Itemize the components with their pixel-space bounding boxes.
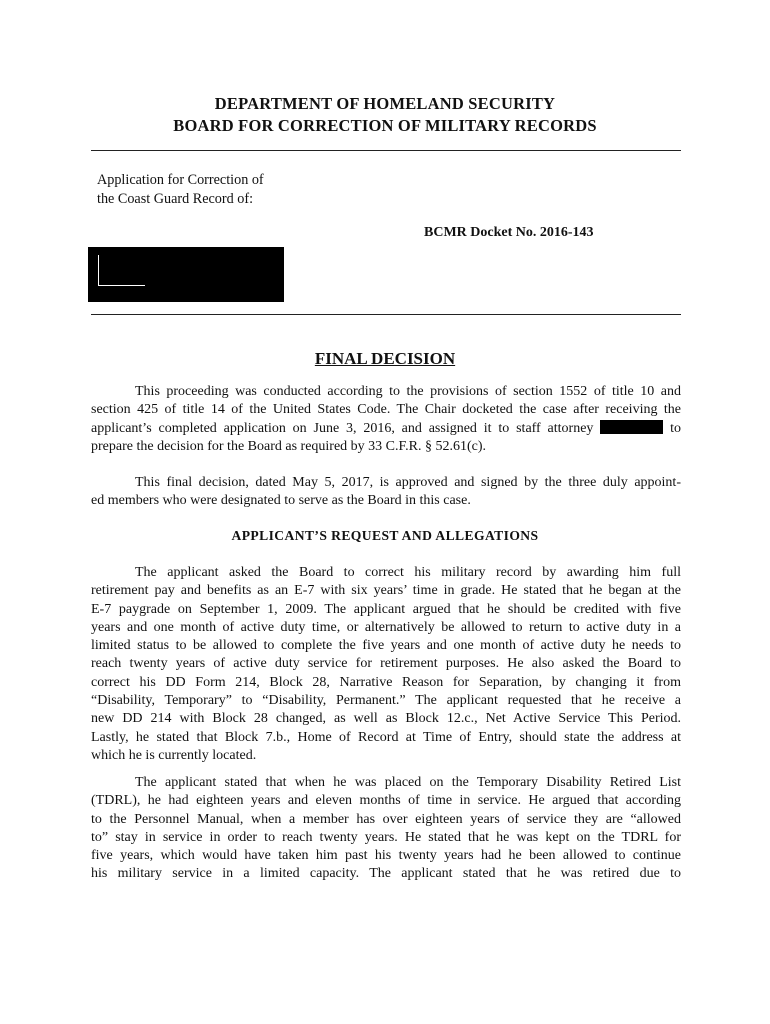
text-line: E-7 paygrade on September 1, 2009. The applicant argued that he should be credited with five [91,601,681,617]
text-line: This proceeding was conducted according to the provisions of section 1552 of title 10 and [135,384,681,399]
caption-line-1: Application for Correction of [97,172,264,188]
text-line [91,420,681,438]
header-divider [91,150,681,151]
caption-line-2: the Coast Guard Record of: [97,191,254,207]
text-line: Lastly, he stated that Block 7.b., Home of Record at Time of Entry, should state the address at [91,729,681,745]
paragraph-final-decision [91,474,681,511]
text-segment: applicant’s completed application on June 3, 2016, and assigned it to staff attorney [91,420,594,436]
case-caption [97,171,264,209]
redacted-applicant-name [88,247,284,302]
text-segment: to [670,420,682,436]
text-line: The applicant stated that when he was placed on the Temporary Disability Retired List [135,775,681,790]
text-line: years and one month of active duty time, or alternatively be allowed to return to active duty in a [91,619,681,635]
text-line: section 425 of title 14 of the United States Code. The Chair docketed the case after receiving the [91,402,681,418]
redaction-artifact [98,255,145,286]
text-line: reach twenty years of active duty service for retirement purposes. He also asked the Board to [91,656,681,672]
text-line: ed members who were designated to serve as the Board in this case. [91,493,471,509]
paragraph-tdrl [91,774,681,884]
text-line: correct his DD Form 214, Block 28, Narrative Reason for Separation, by changing it from [91,674,681,690]
board-header: BOARD FOR CORRECTION OF MILITARY RECORDS [173,116,597,135]
document-title: FINAL DECISION [314,349,456,368]
agency-header: DEPARTMENT OF HOMELAND SECURITY [214,94,556,113]
text-line: new DD 214 with Block 28 changed, as well as Block 12.c., Net Active Service This Period. [91,711,681,727]
text-line: This final decision, dated May 5, 2017, is approved and signed by the three duly appoint- [135,475,681,490]
text-line: his military service in a limited capacity. The applicant stated that he was retired due to [91,866,681,882]
caption-divider [91,314,681,315]
text-line: (TDRL), he had eighteen years and eleven months of time in service. He argued that according [91,793,681,809]
text-line: which he is currently located. [91,747,257,763]
text-line: prepare the decision for the Board as required by 33 C.F.R. § 52.61(c). [91,438,487,454]
section-heading: APPLICANT’S REQUEST AND ALLEGATIONS [231,528,539,543]
text-line: “Disability, Temporary” to “Disability, Permanent.” The applicant requested that he receive a [91,693,681,709]
text-line: five years, which would have taken him past his twenty years had he been allowed to continue [91,848,681,864]
paragraph-request [91,564,681,765]
text-line: limited status to be allowed to complete the five years and one month of active duty he needs to [91,638,681,654]
redacted-attorney-name [600,420,663,434]
text-line: retirement pay and benefits as an E-7 with six years’ time in grade. He stated that he began at the [91,583,681,599]
text-line: to the Personnel Manual, when a member has over eighteen years of service they are “allowed [91,811,681,827]
text-line: to” stay in service in order to reach twenty years. He stated that he was kept on the TDRL for [91,829,681,845]
text-line: The applicant asked the Board to correct his military record by awarding him full [135,565,681,580]
paragraph-proceeding [91,383,681,456]
docket-number: BCMR Docket No. 2016-143 [424,225,594,240]
